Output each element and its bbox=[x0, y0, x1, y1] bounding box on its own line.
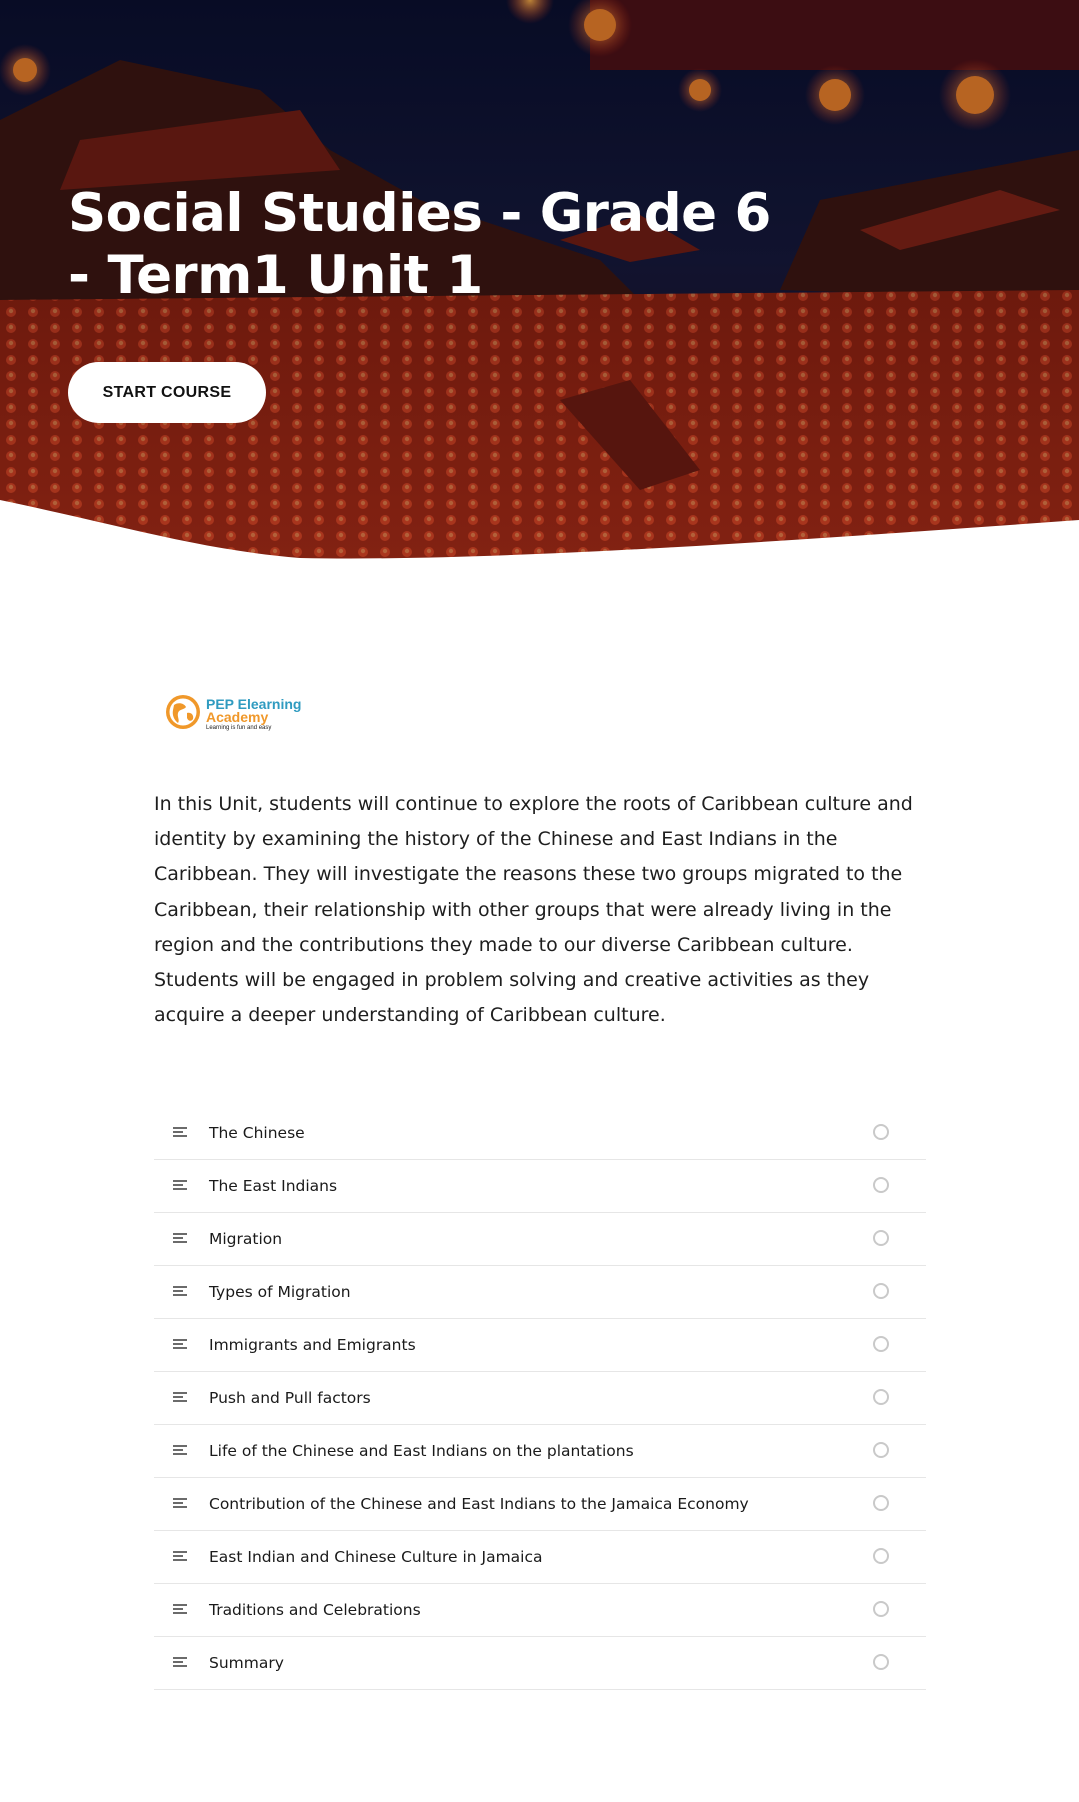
lesson-title: Push and Pull factors bbox=[209, 1389, 371, 1407]
lesson-item[interactable] bbox=[154, 1425, 926, 1478]
lesson-title: The Chinese bbox=[209, 1124, 305, 1142]
incomplete-circle-icon bbox=[873, 1230, 889, 1246]
lesson-item[interactable] bbox=[154, 1637, 926, 1690]
lesson-item[interactable] bbox=[154, 1584, 926, 1637]
start-course-button[interactable]: START COURSE bbox=[68, 362, 266, 423]
course-title: Social Studies - Grade 6 - Term1 Unit 1 bbox=[68, 183, 771, 306]
incomplete-circle-icon bbox=[873, 1336, 889, 1352]
hero-banner bbox=[0, 0, 1079, 580]
text-lines-icon bbox=[173, 1286, 187, 1297]
brand-logo bbox=[160, 690, 310, 740]
incomplete-circle-icon bbox=[873, 1389, 889, 1405]
incomplete-circle-icon bbox=[873, 1654, 889, 1670]
lesson-item[interactable] bbox=[154, 1531, 926, 1584]
brand-tagline: Learning is fun and easy bbox=[206, 725, 272, 731]
lesson-item[interactable] bbox=[154, 1266, 926, 1319]
text-lines-icon bbox=[173, 1498, 187, 1509]
incomplete-circle-icon bbox=[873, 1548, 889, 1564]
incomplete-circle-icon bbox=[873, 1177, 889, 1193]
lesson-title: The East Indians bbox=[209, 1177, 338, 1195]
brand-name-line1: PEP Elearning bbox=[206, 696, 302, 712]
text-lines-icon bbox=[173, 1127, 187, 1138]
lesson-list bbox=[154, 1107, 926, 1690]
text-lines-icon bbox=[173, 1233, 187, 1244]
incomplete-circle-icon bbox=[873, 1283, 889, 1299]
text-lines-icon bbox=[173, 1551, 187, 1562]
lesson-title: Traditions and Celebrations bbox=[209, 1601, 421, 1619]
incomplete-circle-icon bbox=[873, 1601, 889, 1617]
course-description: In this Unit, students will continue to explore the roots of Caribbean culture and identity by examining the history of the Chinese and East Indians in the Caribbean. They will investigate the reasons these two groups migrated to the Caribbean, their relationship with other groups that were already living in the region and the contributions they made to our diverse Caribbean culture. Students will be engaged in problem solving and creative activities as they acquire a deeper understanding of Caribbean culture. bbox=[154, 793, 913, 1027]
lesson-title: Contribution of the Chinese and East Indians to the Jamaica Economy bbox=[209, 1495, 749, 1513]
lesson-title: Types of Migration bbox=[209, 1283, 351, 1301]
incomplete-circle-icon bbox=[873, 1442, 889, 1458]
lesson-title: Migration bbox=[209, 1230, 283, 1248]
text-lines-icon bbox=[173, 1392, 187, 1403]
lesson-item[interactable] bbox=[154, 1372, 926, 1425]
lesson-item[interactable] bbox=[154, 1213, 926, 1266]
incomplete-circle-icon bbox=[873, 1124, 889, 1140]
text-lines-icon bbox=[173, 1180, 187, 1191]
brand-name-line2: Academy bbox=[206, 709, 269, 725]
lesson-item[interactable] bbox=[154, 1319, 926, 1372]
hero-wave-divider bbox=[0, 500, 1079, 580]
text-lines-icon bbox=[173, 1339, 187, 1350]
lesson-title: Life of the Chinese and East Indians on the plantations bbox=[209, 1442, 634, 1460]
lesson-title: East Indian and Chinese Culture in Jamaica bbox=[209, 1548, 543, 1566]
lesson-item[interactable] bbox=[154, 1478, 926, 1531]
lesson-item[interactable] bbox=[154, 1107, 926, 1160]
incomplete-circle-icon bbox=[873, 1495, 889, 1511]
globe-icon bbox=[164, 693, 202, 731]
lesson-title: Summary bbox=[209, 1654, 284, 1672]
lesson-title: Immigrants and Emigrants bbox=[209, 1336, 416, 1354]
text-lines-icon bbox=[173, 1445, 187, 1456]
lesson-item[interactable] bbox=[154, 1160, 926, 1213]
text-lines-icon bbox=[173, 1657, 187, 1668]
text-lines-icon bbox=[173, 1604, 187, 1615]
